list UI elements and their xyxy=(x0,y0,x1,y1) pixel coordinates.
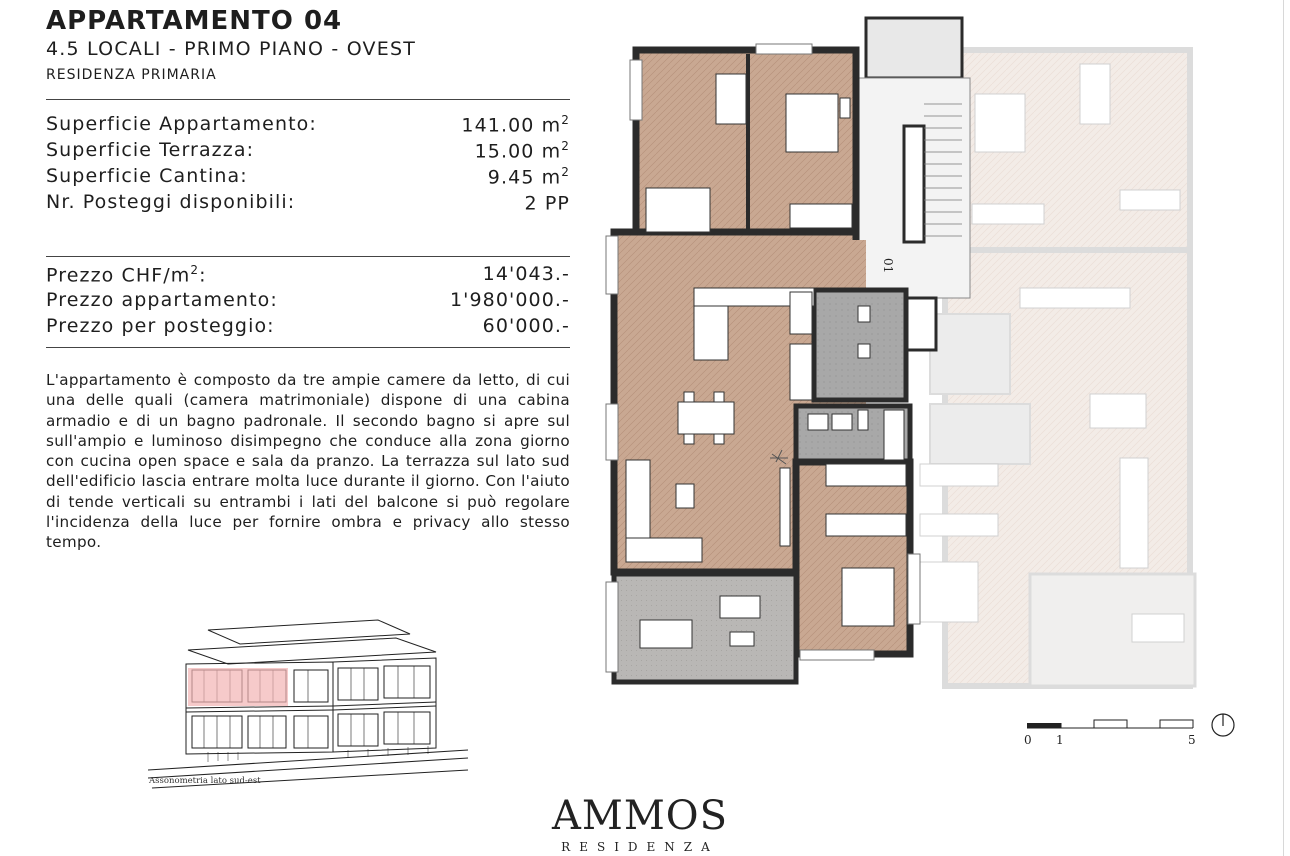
closet xyxy=(826,514,906,536)
price-value: 1'980'000.- xyxy=(449,289,570,311)
price-row xyxy=(46,315,570,341)
double-bed xyxy=(786,94,838,152)
area-value: 141.00 $m^2$ xyxy=(461,113,570,137)
divider xyxy=(46,256,570,257)
divider xyxy=(46,347,570,348)
area-label: Superficie Appartamento: xyxy=(46,113,317,135)
area-row xyxy=(46,113,570,139)
brand-tagline: RESIDENZA xyxy=(561,840,719,854)
apartment-description: L'appartamento è composto da tre ampie camere da letto, di cui una delle quali (camera matrimoniale) dispone di una cabina armadio e di un bagno padronale. Il secondo bagno si apre sul sull'ampio e luminoso disimpegno che conduce alla zona giorno con cucina open space e sala da pranzo. La terrazza sul lato sud dell'edificio lascia entrare molta luce durante il giorno. Con l'aiuto di tende verticali su entrambi i lati del balcone si può regolare l'incidenza della luce per fornire ombra e privacy allo stesso tempo. xyxy=(46,371,570,552)
axonometry-drawing xyxy=(148,612,470,792)
wardrobe xyxy=(646,188,710,232)
area-row xyxy=(46,165,570,191)
area-row xyxy=(46,139,570,165)
single-bed xyxy=(716,74,746,124)
scale-tick: 1 xyxy=(1056,733,1064,747)
terrace-table xyxy=(640,620,692,648)
closet xyxy=(826,464,906,486)
axonometry-caption: Assonometria lato sud-est xyxy=(149,776,261,786)
area-value: 2 PP xyxy=(524,192,570,215)
kitchen-island xyxy=(694,306,728,360)
area-row xyxy=(46,191,570,217)
brand-logo xyxy=(500,792,780,854)
north-arrow-icon xyxy=(1210,712,1236,738)
price-value: 60'000.- xyxy=(482,315,570,337)
price-label: Prezzo appartamento: xyxy=(46,289,278,311)
price-value: 14'043.- xyxy=(482,263,570,285)
price-row xyxy=(46,263,570,289)
price-label: Prezzo CHF/$m^2$: xyxy=(46,263,207,287)
brand-name: AMMOS xyxy=(552,793,728,839)
master-bed xyxy=(842,568,894,626)
area-label: Superficie Terrazza: xyxy=(46,139,255,161)
residence-type: RESIDENZA PRIMARIA xyxy=(46,67,217,83)
page-edge-line xyxy=(1283,0,1284,856)
area-value: 9.45 $m^2$ xyxy=(487,165,570,189)
stair-label: 01 xyxy=(881,258,895,274)
area-label: Superficie Cantina: xyxy=(46,165,248,187)
scale-tick: 5 xyxy=(1188,733,1196,747)
dining-table xyxy=(678,402,734,434)
scale-tick: 0 xyxy=(1024,733,1032,747)
divider xyxy=(46,99,570,100)
price-label: Prezzo per posteggio: xyxy=(46,315,275,337)
bathtub xyxy=(884,410,904,460)
scale-bar xyxy=(1024,712,1204,752)
terrace-sofa xyxy=(720,596,760,618)
apartment-subtitle: 4.5 LOCALI - PRIMO PIANO - OVEST xyxy=(46,38,417,60)
floor-plan xyxy=(600,14,1230,694)
apartment-highlight xyxy=(188,668,288,706)
area-value: 15.00 $m^2$ xyxy=(474,139,570,163)
wardrobe xyxy=(790,204,852,228)
price-row xyxy=(46,289,570,315)
area-label: Nr. Posteggi disponibili: xyxy=(46,191,296,213)
apartment-title: APPARTAMENTO 04 xyxy=(46,6,343,36)
